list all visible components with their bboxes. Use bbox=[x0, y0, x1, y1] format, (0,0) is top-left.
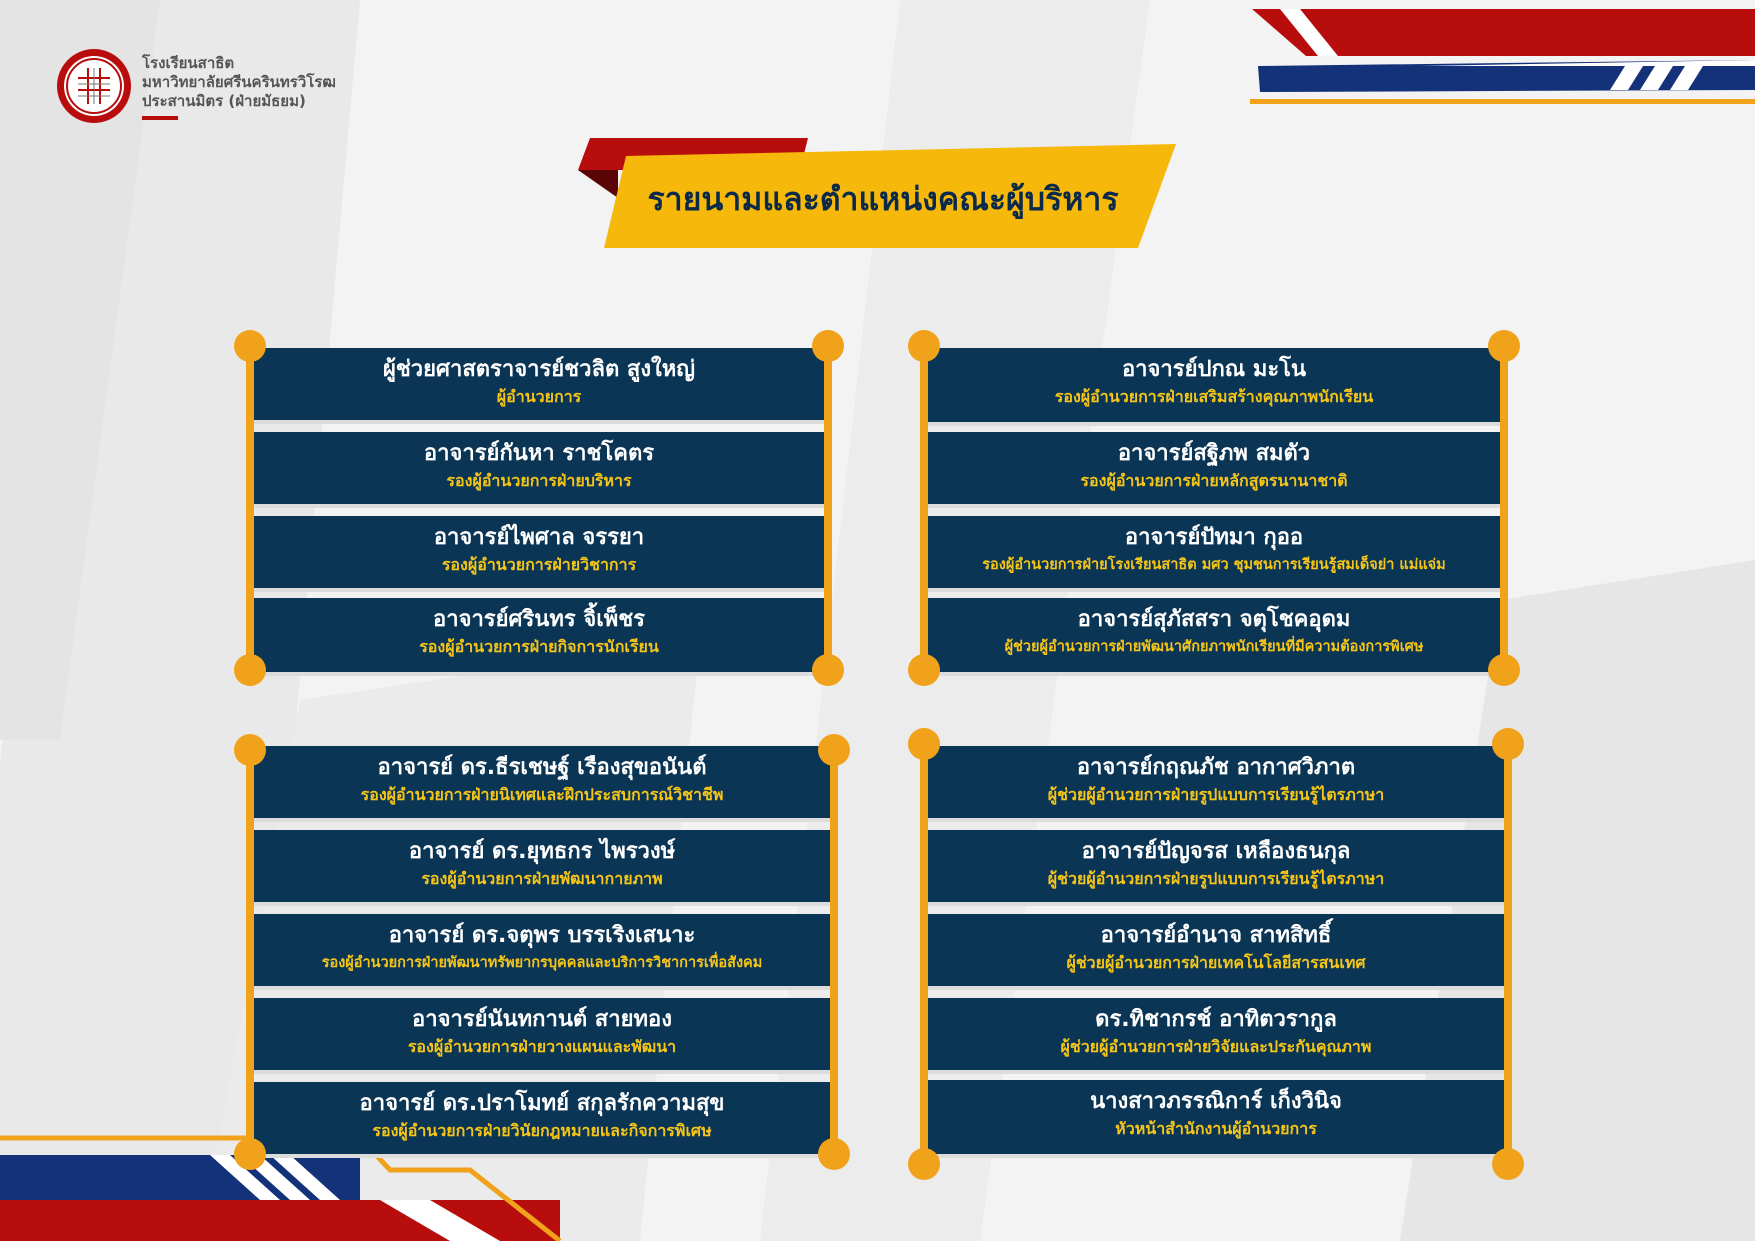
member-position: ผู้ช่วยผู้อำนวยการฝ่ายรูปแบบการเรียนรู้ไตรภาษา bbox=[1047, 869, 1385, 888]
member-name: อาจารย์ปัญจรส เหลืองธนกุล bbox=[1081, 839, 1351, 864]
school-name-line2: มหาวิทยาลัยศรีนครินทรวิโรฒ bbox=[142, 73, 336, 91]
corner-dot bbox=[234, 654, 266, 686]
corner-dot bbox=[812, 654, 844, 686]
member-name: อาจารย์กันหา ราชโคตร bbox=[423, 441, 655, 466]
member-card bbox=[928, 348, 1500, 422]
member-card bbox=[254, 914, 830, 986]
member-position: หัวหน้าสำนักงานผู้อำนวยการ bbox=[1115, 1119, 1317, 1138]
member-position: รองผู้อำนวยการฝ่ายหลักสูตรนานาชาติ bbox=[1080, 471, 1348, 490]
member-card bbox=[254, 348, 824, 420]
member-position: ผู้ช่วยผู้อำนวยการฝ่ายวิจัยและประกันคุณภาพ bbox=[1060, 1037, 1372, 1056]
member-position: รองผู้อำนวยการฝ่ายนิเทศและฝึกประสบการณ์วิชาชีพ bbox=[360, 785, 724, 804]
corner-dot bbox=[908, 1148, 940, 1180]
member-name: อาจารย์ ดร.ยุทธกร ไพรวงษ์ bbox=[408, 839, 676, 864]
member-name: อาจารย์ ดร.จตุพร บรรเริงเสนาะ bbox=[388, 923, 696, 948]
member-name: ดร.ทิชากรช์ อาทิตวรากูล bbox=[1095, 1007, 1337, 1032]
member-name: อาจารย์ศรินทร จิ้เพ็ชร bbox=[433, 607, 645, 632]
admin-group-1 bbox=[234, 330, 852, 686]
member-name: อาจารย์ ดร.ปราโมทย์ สกุลรักความสุข bbox=[359, 1091, 725, 1116]
member-card bbox=[254, 1082, 830, 1154]
member-name: อาจารย์สุภัสสรา จตุโชคอุดม bbox=[1077, 607, 1351, 632]
member-position: รองผู้อำนวยการฝ่ายโรงเรียนสาธิต มศว ชุมชนการเรียนรู้สมเด็จย่า แม่แจ่ม bbox=[982, 557, 1446, 573]
member-name: ผู้ช่วยศาสตราจารย์ชวลิต สูงใหญ่ bbox=[382, 357, 696, 382]
corner-dot bbox=[234, 1138, 266, 1170]
member-position: รองผู้อำนวยการฝ่ายบริหาร bbox=[446, 471, 632, 490]
member-position: รองผู้อำนวยการฝ่ายพัฒนาทรัพยากรบุคคลและบริการวิชาการเพื่อสังคม bbox=[321, 955, 763, 971]
logo-underline bbox=[142, 116, 178, 120]
corner-dot bbox=[908, 728, 940, 760]
member-name: อาจารย์ปัทมา กุออ bbox=[1124, 525, 1304, 550]
corner-dot bbox=[908, 330, 940, 362]
group-rail-right bbox=[824, 346, 832, 674]
member-name: อาจารย์ปกณ มะโน bbox=[1121, 357, 1307, 382]
member-card bbox=[928, 516, 1500, 588]
admin-group-3 bbox=[234, 734, 858, 1172]
school-name-line3: ประสานมิตร (ฝ่ายมัธยม) bbox=[142, 92, 306, 110]
member-card bbox=[928, 746, 1504, 818]
member-name: อาจารย์นันทกานต์ สายทอง bbox=[412, 1007, 672, 1032]
group-rail-right bbox=[1500, 346, 1508, 674]
member-position: รองผู้อำนวยการฝ่ายวินัยกฎหมายและกิจการพิเศษ bbox=[372, 1121, 712, 1140]
corner-dot bbox=[234, 330, 266, 362]
member-name: อาจารย์อำนาจ สาทสิทธิ์ bbox=[1100, 923, 1332, 948]
member-name: อาจารย์ ดร.ธีรเชษฐ์ เรืองสุขอนันต์ bbox=[377, 755, 707, 780]
corner-dot bbox=[1488, 330, 1520, 362]
admin-group-2 bbox=[908, 330, 1528, 686]
member-position: ผู้ช่วยผู้อำนวยการฝ่ายรูปแบบการเรียนรู้ไตรภาษา bbox=[1047, 785, 1385, 804]
member-card bbox=[254, 516, 824, 588]
page-title bbox=[578, 174, 1178, 225]
group-rail-right bbox=[1504, 744, 1512, 1164]
member-position: ผู้ช่วยผู้อำนวยการฝ่ายพัฒนาศักยภาพนักเรียนที่มีความต้องการพิเศษ bbox=[1004, 639, 1424, 655]
member-card bbox=[254, 998, 830, 1070]
corner-dot bbox=[1488, 654, 1520, 686]
member-card bbox=[928, 830, 1504, 902]
member-name: อาจารย์กฤณภัช อากาศวิภาต bbox=[1076, 755, 1356, 780]
member-card bbox=[928, 914, 1504, 986]
member-card bbox=[254, 598, 824, 672]
corner-dot bbox=[234, 734, 266, 766]
school-seal-icon bbox=[56, 48, 132, 124]
page-title-text: รายนามและตำแหน่งคณะผู้บริหาร bbox=[647, 180, 1119, 218]
corner-dot bbox=[818, 734, 850, 766]
member-name: นางสาวภรรณิการ์ เก็งวินิจ bbox=[1090, 1089, 1342, 1114]
member-name: อาจารย์ไพศาล จรรยา bbox=[433, 525, 645, 550]
group-rail-right bbox=[830, 750, 838, 1156]
member-position: รองผู้อำนวยการฝ่ายกิจการนักเรียน bbox=[419, 637, 659, 656]
school-logo bbox=[56, 48, 356, 128]
group-rail-left bbox=[920, 744, 928, 1164]
member-position: รองผู้อำนวยการฝ่ายพัฒนากายภาพ bbox=[421, 869, 663, 888]
member-position: ผู้อำนวยการ bbox=[496, 387, 582, 406]
member-card bbox=[928, 598, 1500, 672]
school-name-line1: โรงเรียนสาธิต bbox=[142, 54, 235, 72]
corner-dot bbox=[1492, 728, 1524, 760]
member-position: รองผู้อำนวยการฝ่ายเสริมสร้างคุณภาพนักเรียน bbox=[1054, 387, 1374, 406]
member-card bbox=[928, 1080, 1504, 1154]
member-card bbox=[254, 432, 824, 504]
group-rail-left bbox=[246, 750, 254, 1156]
member-position: รองผู้อำนวยการฝ่ายวิชาการ bbox=[441, 555, 637, 574]
corner-dot bbox=[1492, 1148, 1524, 1180]
corner-dot bbox=[812, 330, 844, 362]
member-card bbox=[928, 998, 1504, 1070]
title-banner bbox=[578, 138, 1178, 250]
admin-group-4 bbox=[908, 728, 1528, 1182]
group-rail-left bbox=[246, 346, 254, 674]
member-name: อาจารย์สฐิภพ สมตัว bbox=[1117, 441, 1311, 466]
group-rail-left bbox=[920, 346, 928, 674]
member-card bbox=[928, 432, 1500, 504]
corner-dot bbox=[818, 1138, 850, 1170]
member-card bbox=[254, 830, 830, 902]
member-position: รองผู้อำนวยการฝ่ายวางแผนและพัฒนา bbox=[407, 1037, 677, 1056]
member-position: ผู้ช่วยผู้อำนวยการฝ่ายเทคโนโลยีสารสนเทศ bbox=[1066, 953, 1366, 972]
corner-dot bbox=[908, 654, 940, 686]
member-card bbox=[254, 746, 830, 818]
